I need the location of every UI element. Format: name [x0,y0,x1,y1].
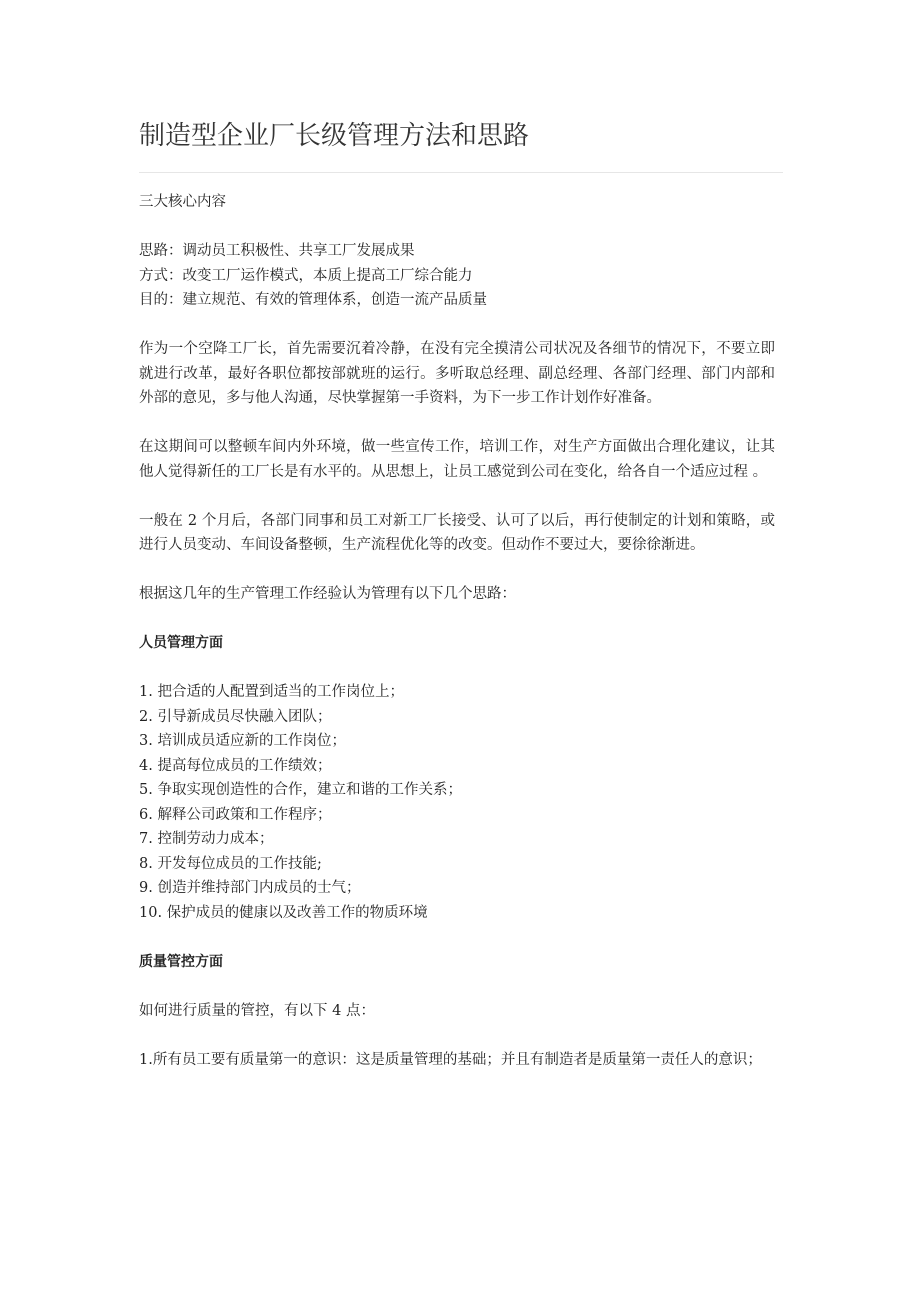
section-heading-personnel: 人员管理方面 [139,635,223,651]
core-item-thinking: 思路：调动员工积极性、共享工厂发展成果 [139,243,415,259]
core-content-list [139,239,775,313]
list-item: 5. 争取实现创造性的合作，建立和谐的工作关系； [139,782,462,798]
list-item: 9. 创造并维持部门内成员的士气； [139,880,361,896]
list-item: 4. 提高每位成员的工作绩效； [139,757,332,774]
intro-heading: 三大核心内容 [139,194,226,210]
section-heading-quality: 质量管控方面 [139,953,223,970]
core-item-goal: 目的：建立规范、有效的管理体系，创造一流产品质量 [139,292,487,308]
list-item: 10. 保护成员的健康以及改善工作的物质环境 [139,904,428,921]
list-item: 8. 开发每位成员的工作技能; [139,855,322,872]
document-body [139,190,775,1097]
list-item: 6. 解释公司政策和工作程序； [139,806,332,823]
list-item: 1. 把合适的人配置到适当的工作岗位上； [139,684,404,700]
quality-point-1: 1.所有员工要有质量第一的意识：这是质量管理的基础；并且有制造者是质量第一责任人的意识； [139,1051,762,1068]
title-divider [139,172,783,173]
quality-intro: 如何进行质量的管控，有以下 4 点： [139,1002,375,1019]
document-title: 制造型企业厂长级管理方法和思路 [139,121,530,151]
core-item-method: 方式：改变工厂运作模式，本质上提高工厂综合能力 [139,267,473,284]
list-item: 3. 培训成员适应新的工作岗位； [139,733,346,749]
paragraph: 根据这几年的生产管理工作经验认为管理有以下几个思路： [139,586,516,602]
list-item: 2. 引导新成员尽快融入团队； [139,708,332,725]
paragraph: 一般在 2 个月后，各部门同事和员工对新工厂长接受、认可了以后，再行使制定的计划和策略，或进行人员变动、车间设备整顿，生产流程优化等的改变。但动作不要过大，要徐徐渐进。 [139,512,775,553]
paragraph: 作为一个空降工厂长，首先需要沉着冷静，在没有完全摸清公司状况及各细节的情况下，不要立即就进行改革，最好各职位都按部就班的运行。多听取总经理、副总经理、各部门经理、部门内部和外部的意见，多与他人沟通，尽快掌握第一手资料，为下一步工作计划作好准备。 [139,341,775,406]
list-item: 7. 控制劳动力成本； [139,831,274,847]
paragraph: 在这期间可以整顿车间内外环境，做一些宣传工作，培训工作，对生产方面做出合理化建议，让其他人觉得新任的工厂长是有水平的。从思想上，让员工感觉到公司在变化，给各自一个适应过程 。 [139,439,775,480]
personnel-list [139,680,775,925]
